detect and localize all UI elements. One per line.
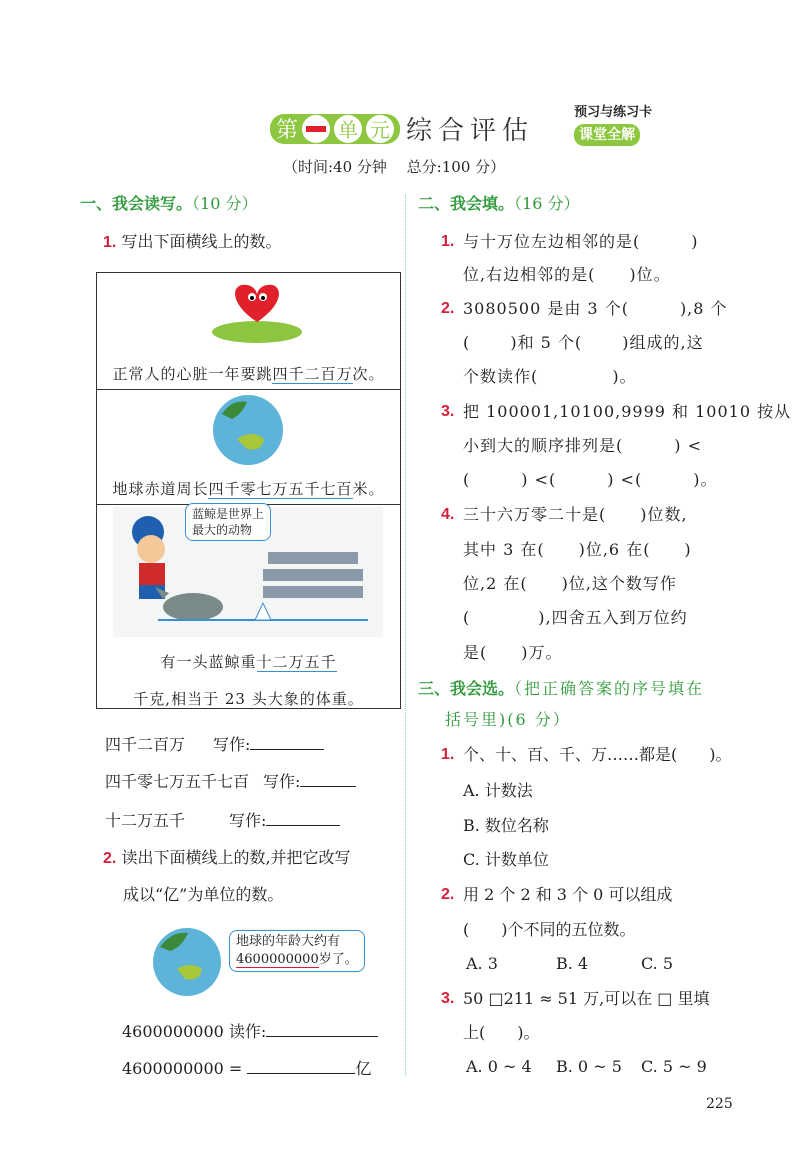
page-title xyxy=(270,110,534,147)
unit-label: 亿 xyxy=(355,1059,372,1078)
title-circle xyxy=(334,115,362,143)
question-line: 三十六万零二十是( )位数, xyxy=(463,505,688,524)
earth-icon xyxy=(212,394,284,466)
column-divider xyxy=(405,195,406,1075)
option-c[interactable]: C. 5 ~ 9 xyxy=(641,1057,707,1076)
read-blank[interactable] xyxy=(266,1020,378,1037)
option-a[interactable]: A. 0 ~ 4 xyxy=(466,1057,532,1076)
heading-text: 一、我会读写。 xyxy=(80,194,193,213)
answer-blank[interactable] xyxy=(300,770,356,787)
heading-text: 二、我会填。 xyxy=(418,194,515,213)
answer-row xyxy=(105,809,340,832)
question-line: 位,2 在( )位,这个数写作 xyxy=(463,574,677,593)
exam-info: （时间:40 分钟 总分:100 分） xyxy=(283,158,506,176)
read-row xyxy=(122,1020,378,1043)
title-circle xyxy=(366,115,394,143)
option-b[interactable]: B. 0 ~ 5 xyxy=(556,1057,622,1076)
question-line: 与十万位左边相邻的是( ) xyxy=(463,232,699,251)
caption-text: 地球赤道周长 xyxy=(112,480,209,498)
underlined-number: 四千二百万 xyxy=(272,365,353,383)
title-bar xyxy=(270,114,400,144)
series-label xyxy=(556,80,652,169)
question-text: 写出下面横线上的数。 xyxy=(121,232,282,251)
card-caption xyxy=(97,478,400,499)
question-number: 1. xyxy=(441,233,455,250)
earth-icon xyxy=(152,927,222,997)
option-a[interactable]: A. 3 xyxy=(466,954,498,973)
title-number-circle xyxy=(302,115,330,143)
caption-text: 有一头蓝鲸重 xyxy=(160,653,257,671)
caption-text: 次。 xyxy=(352,365,385,383)
question-line: ( ),四舍五入到万位约 xyxy=(463,608,688,627)
heart-mascot-icon xyxy=(207,277,307,347)
question-number: 2. xyxy=(441,886,455,903)
option-b[interactable]: B. 数位名称 xyxy=(463,816,549,835)
heading-points: （把正确答案的序号填在 xyxy=(514,679,705,698)
title-main: 综合评估 xyxy=(406,116,535,146)
question-line: 3080500 是由 3 个( ),8 个 xyxy=(463,299,728,318)
question-line: 50 □211 ≈ 51 万,可以在 □ 里填 xyxy=(463,989,710,1008)
question-number: 3. xyxy=(441,403,455,420)
answer-label: 写作: xyxy=(213,735,251,754)
question-line: ( ) <( ) <( )。 xyxy=(463,470,718,489)
underlined-number: 4600000000 xyxy=(236,952,319,967)
series-text: 预习与练习卡 xyxy=(574,105,653,120)
convert-row xyxy=(122,1057,371,1080)
heading-points: 括号里)(6 分） xyxy=(445,710,571,729)
question-number: 3. xyxy=(441,990,455,1007)
card-caption: 千克,相当于 23 头大象的体重。 xyxy=(133,690,364,708)
convert-blank[interactable] xyxy=(247,1057,355,1074)
section3-heading xyxy=(418,678,704,700)
s1-q2 xyxy=(103,847,351,870)
section3-heading-cont xyxy=(445,709,571,731)
answer-row xyxy=(105,733,324,756)
section1-heading xyxy=(80,193,257,215)
eq-label: 4600000000 = xyxy=(122,1059,243,1078)
question-line: ( )和 5 个( )组成的,这 xyxy=(463,333,704,352)
question-text: 成以“亿”为单位的数。 xyxy=(123,885,284,904)
question-number: 2. xyxy=(103,850,117,867)
answer-row xyxy=(105,770,356,793)
title-number-one xyxy=(306,126,326,132)
speech-bubble xyxy=(229,930,365,972)
underlined-number: 十二万五千 xyxy=(256,653,337,671)
option-c[interactable]: C. 5 xyxy=(641,954,674,973)
caption-text: 正常人的心脏一年要跳 xyxy=(112,365,273,383)
answer-blank[interactable] xyxy=(266,809,340,826)
option-b[interactable]: B. 4 xyxy=(556,954,589,973)
section2-heading xyxy=(418,193,579,215)
speech-bubble: 蓝鲸是世界上 最大的动物 xyxy=(185,503,271,541)
card-caption xyxy=(97,651,400,672)
card-earth xyxy=(97,390,400,505)
question-line: 把 100001,10100,9999 和 10010 按从 xyxy=(463,402,792,421)
answer-label: 写作: xyxy=(229,811,267,830)
question-line: 其中 3 在( )位,6 在( ) xyxy=(463,540,692,559)
title-char: 第 xyxy=(276,118,299,143)
question-text: 读出下面横线上的数,并把它改写 xyxy=(121,848,351,867)
question-number: 1. xyxy=(103,234,117,251)
bubble-text: 岁了。 xyxy=(318,952,358,967)
answer-item: 四千零七万五千七百 xyxy=(105,772,250,791)
heading-points: （16 分） xyxy=(514,194,580,213)
card-caption xyxy=(97,363,400,384)
question-line: 位,右边相邻的是( )位。 xyxy=(463,265,671,284)
answer-blank[interactable] xyxy=(250,733,324,750)
option-c[interactable]: C. 计数单位 xyxy=(463,850,549,869)
question-line: 用 2 个 2 和 3 个 0 可以组成 xyxy=(463,885,673,904)
read-label: 4600000000 读作: xyxy=(122,1022,267,1041)
heading-text: 三、我会选。 xyxy=(418,679,515,698)
question-number: 4. xyxy=(441,506,455,523)
s1-q1 xyxy=(103,231,281,254)
page-number: 225 xyxy=(706,1096,733,1112)
question-number: 1. xyxy=(441,746,455,763)
question-line: 小到大的顺序排列是( ) < xyxy=(463,436,702,455)
question-line: 是( )万。 xyxy=(463,643,563,662)
picture-box xyxy=(96,272,401,709)
question-line: 个、十、百、千、万……都是( )。 xyxy=(463,745,732,764)
question-line: 个数读作( )。 xyxy=(463,367,637,386)
caption-text: 米。 xyxy=(352,480,385,498)
option-a[interactable]: A. 计数法 xyxy=(463,781,533,800)
underlined-number: 四千零七万五千七百 xyxy=(208,480,353,498)
answer-label: 写作: xyxy=(263,772,301,791)
heading-points: （10 分） xyxy=(192,194,258,213)
title-char: 单 xyxy=(338,118,359,142)
question-line: ( )个不同的五位数。 xyxy=(463,920,636,939)
card-heart xyxy=(97,273,400,390)
badge: 课堂全解 xyxy=(574,124,640,146)
question-line: 上( )。 xyxy=(463,1023,540,1042)
question-number: 2. xyxy=(441,300,455,317)
bubble-text: 地球的年龄大约有 xyxy=(236,934,341,949)
answer-item: 十二万五千 xyxy=(105,811,186,830)
title-char: 元 xyxy=(370,118,391,142)
card-whale xyxy=(97,505,400,708)
answer-item: 四千二百万 xyxy=(105,735,186,754)
